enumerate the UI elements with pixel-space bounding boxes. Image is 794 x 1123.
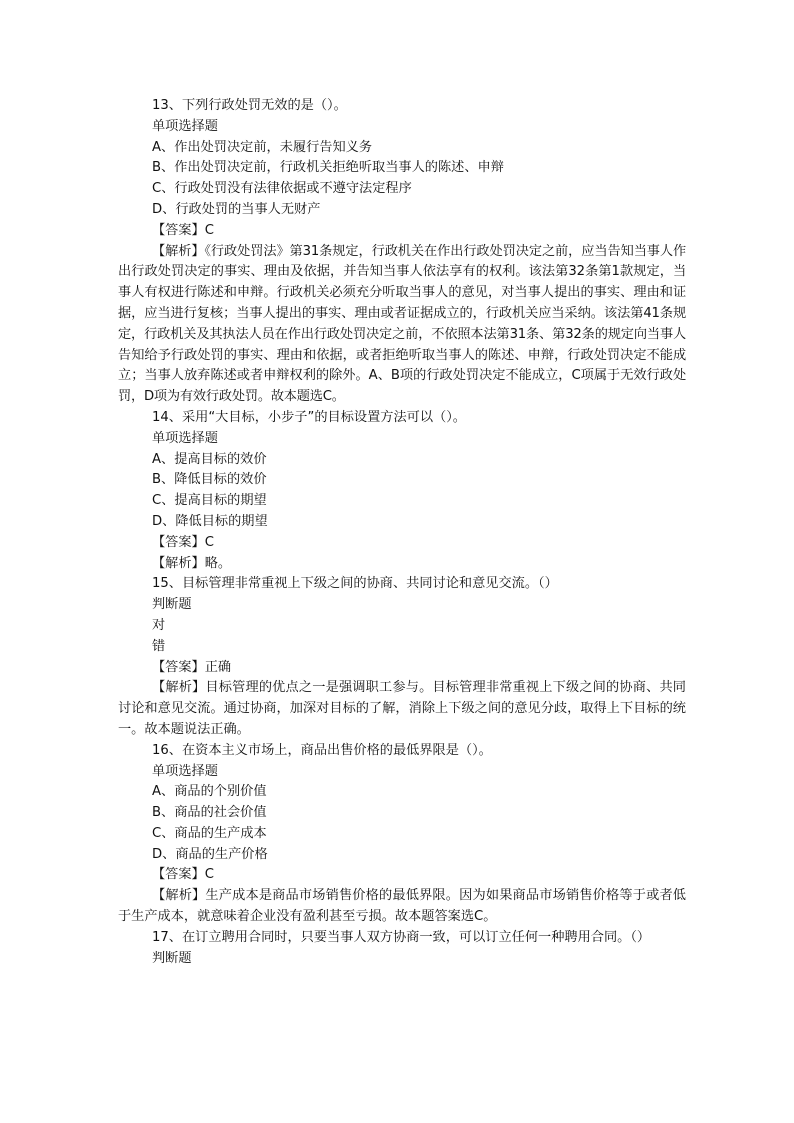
question-16-answer: 【答案】C — [152, 867, 214, 883]
question-15-option-false: 错 — [152, 638, 166, 654]
question-13-answer: 【答案】C — [152, 222, 214, 238]
question-16-analysis: 【解析】生产成本是商品市场销售价格的最低界限。因为如果商品市场销售价格等于或者低于生产成本，就意味着企业没有盈利甚至亏损。故本题答案选C。 — [118, 888, 686, 925]
question-17-type: 判断题 — [152, 950, 192, 966]
question-16-type: 单项选择题 — [152, 763, 218, 779]
question-14-option-c: C、提高目标的期望 — [152, 493, 267, 509]
question-15-option-true: 对 — [152, 617, 166, 633]
question-13-analysis: 【解析】《行政处罚法》第31条规定，行政机关在作出行政处罚决定之前，应当告知当事人作出行政处罚决定的事实、理由及依据，并告知当事人依法享有的权利。该法第32条第1款规定，当事人有权进行陈述和申辩。行政机关必须充分听取当事人的意见，对当事人提出的事实、理由和证据，应当进行复核；当事人提出的事实、理由或者证据成立的，行政机关应当采纳。该法第41条规定，行政机关及其执法人员在作出行政处罚决定之前，不依照本法第31条、第32条的规定向当事人告知给予行政处罚的事实、理由和依据，或者拒绝听取当事人的陈述、申辩，行政处罚决定不能成立；当事人放弃陈述或者申辩权利的除外。A、B项的行政处罚决定不能成立，C项属于无效行政处罚，D项为有效行政处罚。故本题选C。 — [118, 243, 686, 405]
question-14-analysis: 【解析】略。 — [152, 555, 232, 571]
question-13-title: 13、下列行政处罚无效的是（）。 — [152, 98, 347, 113]
question-15-analysis: 【解析】目标管理的优点之一是强调职工参与。目标管理非常重视上下级之间的协商、共同讨论和意见交流。通过协商，加深对目标的了解，消除上下级之间的意见分歧，取得上下目标的统一。故本题说法正确。 — [118, 680, 686, 737]
question-16-option-b: B、商品的社会价值 — [152, 805, 267, 821]
question-13-option-d: D、行政处罚的当事人无财产 — [152, 201, 321, 217]
question-13-option-c: C、行政处罚没有法律依据或不遵守法定程序 — [152, 181, 412, 197]
question-16-title: 16、在资本主义市场上，商品出售价格的最低界限是（）。 — [152, 742, 492, 758]
question-14-type: 单项选择题 — [152, 430, 218, 446]
question-14-answer: 【答案】C — [152, 534, 214, 550]
question-13-option-a: A、作出处罚决定前，未履行告知义务 — [152, 139, 373, 155]
question-15-answer: 【答案】正确 — [152, 659, 232, 675]
question-15-title: 15、目标管理非常重视上下级之间的协商、共同讨论和意见交流。（） — [152, 576, 558, 592]
question-13-option-b: B、作出处罚决定前，行政机关拒绝听取当事人的陈述、申辩 — [152, 160, 504, 176]
question-13-type: 单项选择题 — [152, 118, 218, 134]
question-14-title: 14、采用“大目标，小步子”的目标设置方法可以（）。 — [152, 409, 466, 425]
question-14-option-a: A、提高目标的效价 — [152, 451, 267, 467]
question-14-option-d: D、降低目标的期望 — [152, 513, 268, 529]
question-16-option-d: D、商品的生产价格 — [152, 846, 268, 862]
question-16-option-c: C、商品的生产成本 — [152, 825, 267, 841]
question-17-title: 17、在订立聘用合同时，只要当事人双方协商一致，可以订立任何一种聘用合同。（） — [152, 929, 651, 945]
question-14-option-b: B、降低目标的效价 — [152, 472, 267, 488]
document-page — [118, 96, 686, 969]
question-16-option-a: A、商品的个别价值 — [152, 784, 267, 800]
question-15-type: 判断题 — [152, 597, 192, 613]
